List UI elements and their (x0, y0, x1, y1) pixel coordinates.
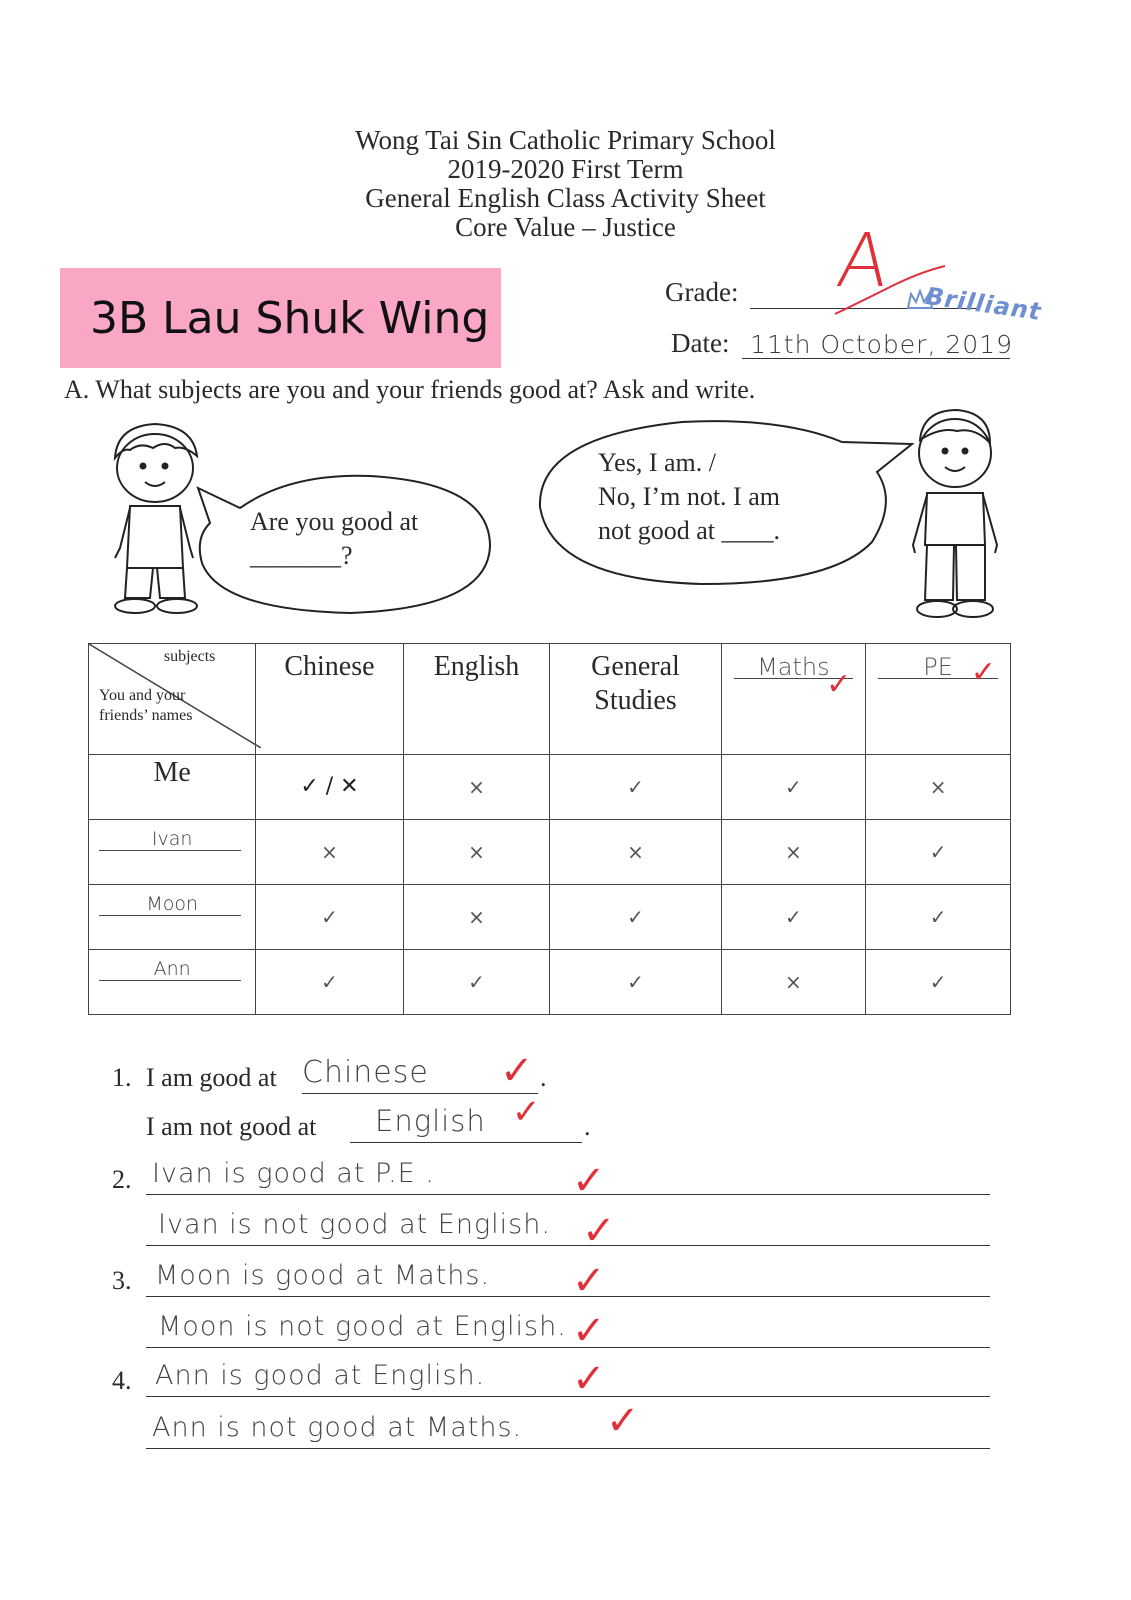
mark-cell (403, 885, 550, 950)
student-name: 3B Lau Shuk Wing (90, 292, 490, 344)
sentence-4-number: 4. (112, 1366, 132, 1395)
sentence-1b-prefix: I am not good at (146, 1112, 317, 1141)
mark-cell (403, 820, 550, 885)
date-value: 11th October, 2019 (750, 330, 1013, 359)
sentence-2b-tick: ✓ (582, 1208, 616, 1254)
mark-cell (256, 885, 403, 950)
mark-cell (550, 950, 721, 1015)
sentence-2a: Ivan is good at P.E . (152, 1158, 435, 1189)
mark: × (468, 904, 485, 929)
mark: ✓ (627, 904, 644, 929)
table-row (89, 755, 1011, 820)
mark-cell (403, 950, 550, 1015)
row-name: Moon (146, 893, 199, 915)
mark: ✓ (929, 839, 947, 864)
sentence-3a-line (146, 1296, 990, 1297)
school-name: Wong Tai Sin Catholic Primary School (355, 125, 776, 155)
sentence-3a-tick: ✓ (572, 1258, 606, 1304)
subject-maths: Maths (757, 653, 830, 681)
section-a-question: A. What subjects are you and your friends good at? Ask and write. (64, 375, 756, 404)
right-bubble-line1: Yes, I am. / (598, 448, 716, 477)
sentence-1a-tick: ✓ (500, 1048, 534, 1094)
sentence-2a-tick: ✓ (572, 1158, 606, 1204)
date-label: Date: (671, 328, 730, 358)
name-cell (89, 820, 256, 885)
sentence-1-number: 1. (112, 1063, 132, 1092)
mark-cell (866, 755, 1011, 820)
subject-general-studies: General Studies (550, 644, 721, 755)
mark: ✓ (784, 774, 802, 799)
subject-chinese: Chinese (256, 644, 403, 755)
name-cell-me (89, 755, 256, 820)
mark: × (929, 774, 947, 799)
mark: ✓ (627, 969, 644, 994)
left-bubble-line2: _______? (250, 541, 353, 570)
name-underline (99, 850, 241, 851)
left-bubble-line1: Are you good at (250, 507, 419, 536)
mark: × (627, 839, 644, 864)
sentence-3b-tick: ✓ (572, 1308, 606, 1354)
table-row (89, 820, 1011, 885)
corner-subjects-label: subjects (163, 648, 216, 665)
mark: ✓ / ✕ (300, 773, 359, 799)
sentence-1b-answer: English (375, 1104, 486, 1138)
mark-cell (550, 820, 721, 885)
mark: ✓ (321, 904, 338, 929)
worksheet-header (0, 126, 1131, 242)
mark: ✓ (321, 969, 338, 994)
mark-cell (721, 950, 866, 1015)
table-row (89, 950, 1011, 1015)
subject-english: English (403, 644, 550, 755)
term: 2019-2020 First Term (447, 154, 684, 184)
sentence-4b-tick: ✓ (606, 1398, 640, 1444)
mark-cell (403, 755, 550, 820)
pe-tick: ✓ (970, 655, 996, 690)
mark-cell (256, 950, 403, 1015)
sentence-3b-line (146, 1347, 990, 1348)
sentence-3a: Moon is good at Maths. (155, 1260, 491, 1291)
sentence-2-number: 2. (112, 1165, 132, 1194)
sentence-1b-end: . (584, 1112, 591, 1141)
mark-cell (721, 755, 866, 820)
mark-cell (721, 885, 866, 950)
sentence-2b-line (146, 1245, 990, 1246)
name-cell (89, 950, 256, 1015)
sentence-4a-line (146, 1396, 990, 1397)
brilliant-stamp: Brilliant (923, 282, 1044, 326)
mark: ✓ (627, 774, 644, 799)
mark: ✓ (929, 904, 947, 929)
corner-cell (89, 644, 256, 755)
name-cell (89, 885, 256, 950)
corner-names-label: You and your friends’ names (99, 687, 193, 724)
mark-cell (866, 885, 1011, 950)
sentence-4a-tick: ✓ (572, 1356, 606, 1402)
mark: ✓ (929, 969, 947, 994)
right-bubble-line3: not good at ____. (598, 516, 780, 545)
sentence-1a-answer: Chinese (302, 1055, 429, 1090)
row-name: Me (153, 757, 191, 788)
mark-cell (550, 885, 721, 950)
mark: × (468, 774, 485, 799)
crown-icon (905, 288, 935, 312)
grade-value: A (831, 218, 895, 304)
core-value: Core Value – Justice (455, 212, 676, 242)
sentence-4a: Ann is good at English. (155, 1360, 486, 1391)
sentence-2b: Ivan is not good at English. (158, 1209, 551, 1240)
subject-maths-cell (721, 644, 866, 755)
sheet-title: General English Class Activity Sheet (365, 183, 766, 213)
sentence-4b: Ann is not good at Maths. (152, 1412, 523, 1443)
right-bubble-line2: No, I’m not. I am (598, 482, 780, 511)
mark-cell (256, 820, 403, 885)
mark: × (784, 969, 802, 994)
mark-cell (866, 820, 1011, 885)
maths-tick: ✓ (826, 667, 852, 702)
subject-pe: PE (923, 653, 953, 681)
sentence-1b-line (350, 1142, 582, 1143)
table-header-row (89, 644, 1011, 755)
row-name: Ann (153, 958, 191, 980)
boy-right-illustration (905, 405, 1005, 625)
mark: ✓ (784, 904, 802, 929)
mark-cell (866, 950, 1011, 1015)
sentence-1a-end: . (540, 1063, 547, 1092)
sentence-3b: Moon is not good at English. (158, 1311, 567, 1342)
table-row (89, 885, 1011, 950)
mark: × (321, 839, 338, 864)
mark-cell (721, 820, 866, 885)
sentence-2a-line (146, 1194, 990, 1195)
subject-pe-cell (866, 644, 1011, 755)
mark: × (784, 839, 802, 864)
sentence-1a-prefix: I am good at (146, 1063, 277, 1092)
mark-cell (550, 755, 721, 820)
name-underline (99, 980, 241, 981)
sentence-3-number: 3. (112, 1266, 132, 1295)
mark: × (468, 839, 485, 864)
sentence-1b-tick: ✓ (512, 1092, 541, 1132)
student-name-box (60, 268, 501, 368)
subjects-table (88, 643, 1011, 1015)
mark: ✓ (468, 969, 485, 994)
mark-cell (256, 755, 403, 820)
row-name: Ivan (151, 828, 193, 850)
grade-label: Grade: (665, 277, 739, 307)
name-underline (99, 915, 241, 916)
sentence-4b-line (146, 1448, 990, 1449)
